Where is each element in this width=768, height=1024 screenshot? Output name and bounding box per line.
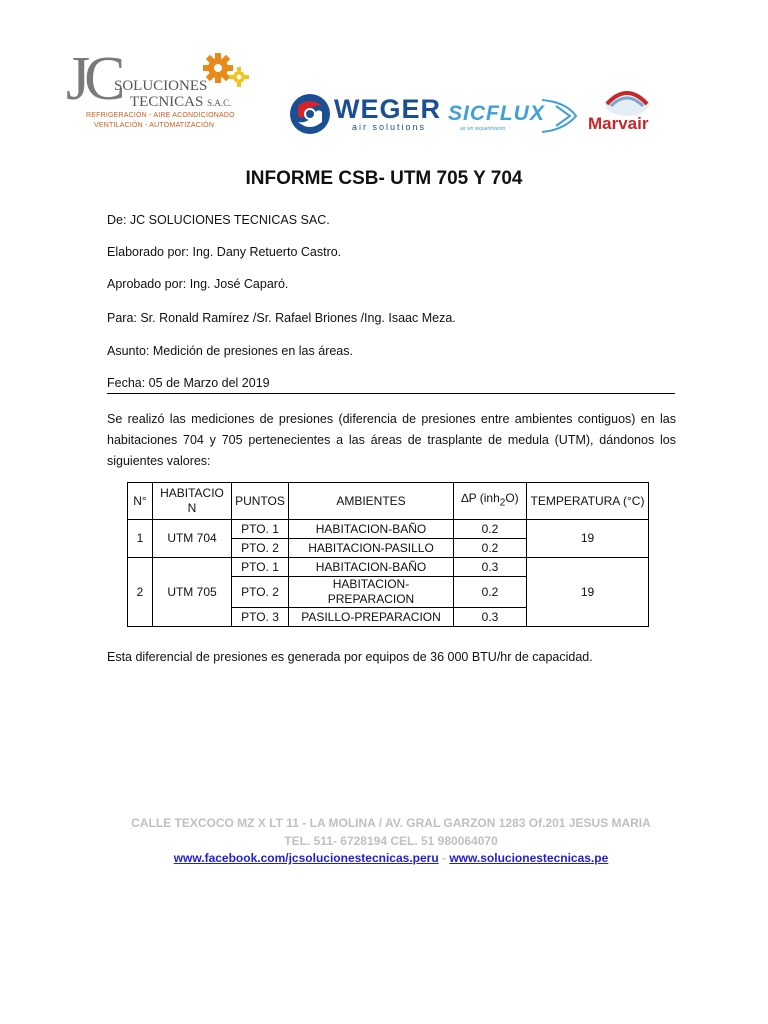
marvair-emblem-icon: [602, 86, 652, 116]
document-title: INFORME CSB- UTM 705 Y 704: [245, 168, 523, 189]
cell-delta-p: 0.2: [454, 520, 527, 539]
cell-habitacion: UTM 704: [153, 520, 232, 558]
weger-logo: [288, 92, 440, 138]
jc-logo-tagline2: VENTILACIÓN - AUTOMATIZACIÓN: [94, 122, 215, 129]
meta-para: Para: Sr. Ronald Ramírez /Sr. Rafael Briones /Ing. Isaac Meza.: [107, 311, 456, 325]
website-link[interactable]: www.solucionestecnicas.pe: [449, 851, 609, 865]
cell-punto: PTO. 2: [232, 539, 289, 558]
cell-delta-p: 0.2: [454, 539, 527, 558]
marvair-name: Marvair: [588, 114, 649, 133]
sicflux-tagline: air sin requerimiento: [460, 126, 506, 132]
meta-de: De: JC SOLUCIONES TECNICAS SAC.: [107, 213, 330, 227]
footer-links: [0, 851, 768, 865]
sicflux-logo: [446, 96, 580, 136]
table-row: [128, 558, 649, 577]
header-ambientes: AMBIENTES: [289, 483, 454, 520]
cell-punto: PTO. 1: [232, 558, 289, 577]
cell-temperatura: 19: [527, 520, 649, 558]
cell-punto: PTO. 3: [232, 608, 289, 627]
footer-link-separator: -: [438, 851, 450, 865]
meta-aprobado: Aprobado por: Ing. José Caparó.: [107, 277, 289, 291]
jc-logo-line1: SOLUCIONES: [114, 78, 208, 94]
header-puntos: PUNTOS: [232, 483, 289, 520]
cell-ambiente: HABITACION-PASILLO: [289, 539, 454, 558]
header-temperatura: TEMPERATURA (°C): [527, 483, 649, 520]
cell-ambiente: PASILLO-PREPARACION: [289, 608, 454, 627]
cell-ambiente: HABITACION-BAÑO: [289, 558, 454, 577]
footer-address: CALLE TEXCOCO MZ X LT 11 - LA MOLINA / AV. GRAL GARZON 1283 Of.201 JESUS MARIA: [131, 816, 651, 830]
intro-paragraph: Se realizó las mediciones de presiones (diferencia de presiones entre ambientes contiguos) en las habitaciones 704 y 705 pertenecientes a las áreas de trasplante de medula (UTM), dándonos los siguientes valores:: [107, 412, 676, 468]
cell-ambiente: HABITACION-BAÑO: [289, 520, 454, 539]
pressure-table: [127, 482, 649, 627]
sicflux-name: SICFLUX: [448, 102, 545, 125]
cell-delta-p: 0.3: [454, 558, 527, 577]
cell-punto: PTO. 1: [232, 520, 289, 539]
jc-logo-line2: TECNICAS S.A.C.: [130, 94, 232, 110]
meta-asunto: Asunto: Medición de presiones en las áreas.: [107, 344, 353, 358]
jc-logo: [66, 45, 256, 134]
table-header-row: [128, 483, 649, 520]
jc-logo-letters: JC: [66, 45, 120, 113]
facebook-link[interactable]: www.facebook.com/jcsolucionestecnicas.peru: [173, 851, 439, 865]
weger-tagline: air solutions: [352, 122, 427, 132]
closing-note: Esta diferencial de presiones es generada por equipos de 36 000 BTU/hr de capacidad.: [107, 650, 593, 664]
footer-phones: TEL. 511- 6728194 CEL. 51 980064070: [284, 834, 498, 848]
header-habitacion: HABITACIO N: [153, 483, 232, 520]
cell-delta-p: 0.2: [454, 577, 527, 608]
cell-habitacion: UTM 705: [153, 558, 232, 627]
header-n: N°: [128, 483, 153, 520]
cell-n: 2: [128, 558, 153, 627]
cell-punto: PTO. 2: [232, 577, 289, 608]
weger-emblem-icon: [288, 92, 332, 136]
header-divider: [107, 393, 675, 394]
cell-n: 1: [128, 520, 153, 558]
gear-icon: [202, 50, 250, 90]
header-delta-p: ∆P (inh$_2$O): [454, 483, 527, 520]
cell-temperatura: 19: [527, 558, 649, 627]
cell-ambiente: HABITACION-PREPARACION: [289, 577, 454, 608]
cell-delta-p: 0.3: [454, 608, 527, 627]
marvair-logo: [586, 86, 666, 136]
meta-fecha: Fecha: 05 de Marzo del 2019: [107, 376, 270, 390]
jc-logo-tagline1: REFRIGERACIÓN - AIRE ACONDICIONADO: [86, 112, 235, 119]
weger-name: WEGER: [334, 94, 442, 124]
meta-elaborado: Elaborado por: Ing. Dany Retuerto Castro.: [107, 245, 342, 259]
table-row: [128, 520, 649, 539]
